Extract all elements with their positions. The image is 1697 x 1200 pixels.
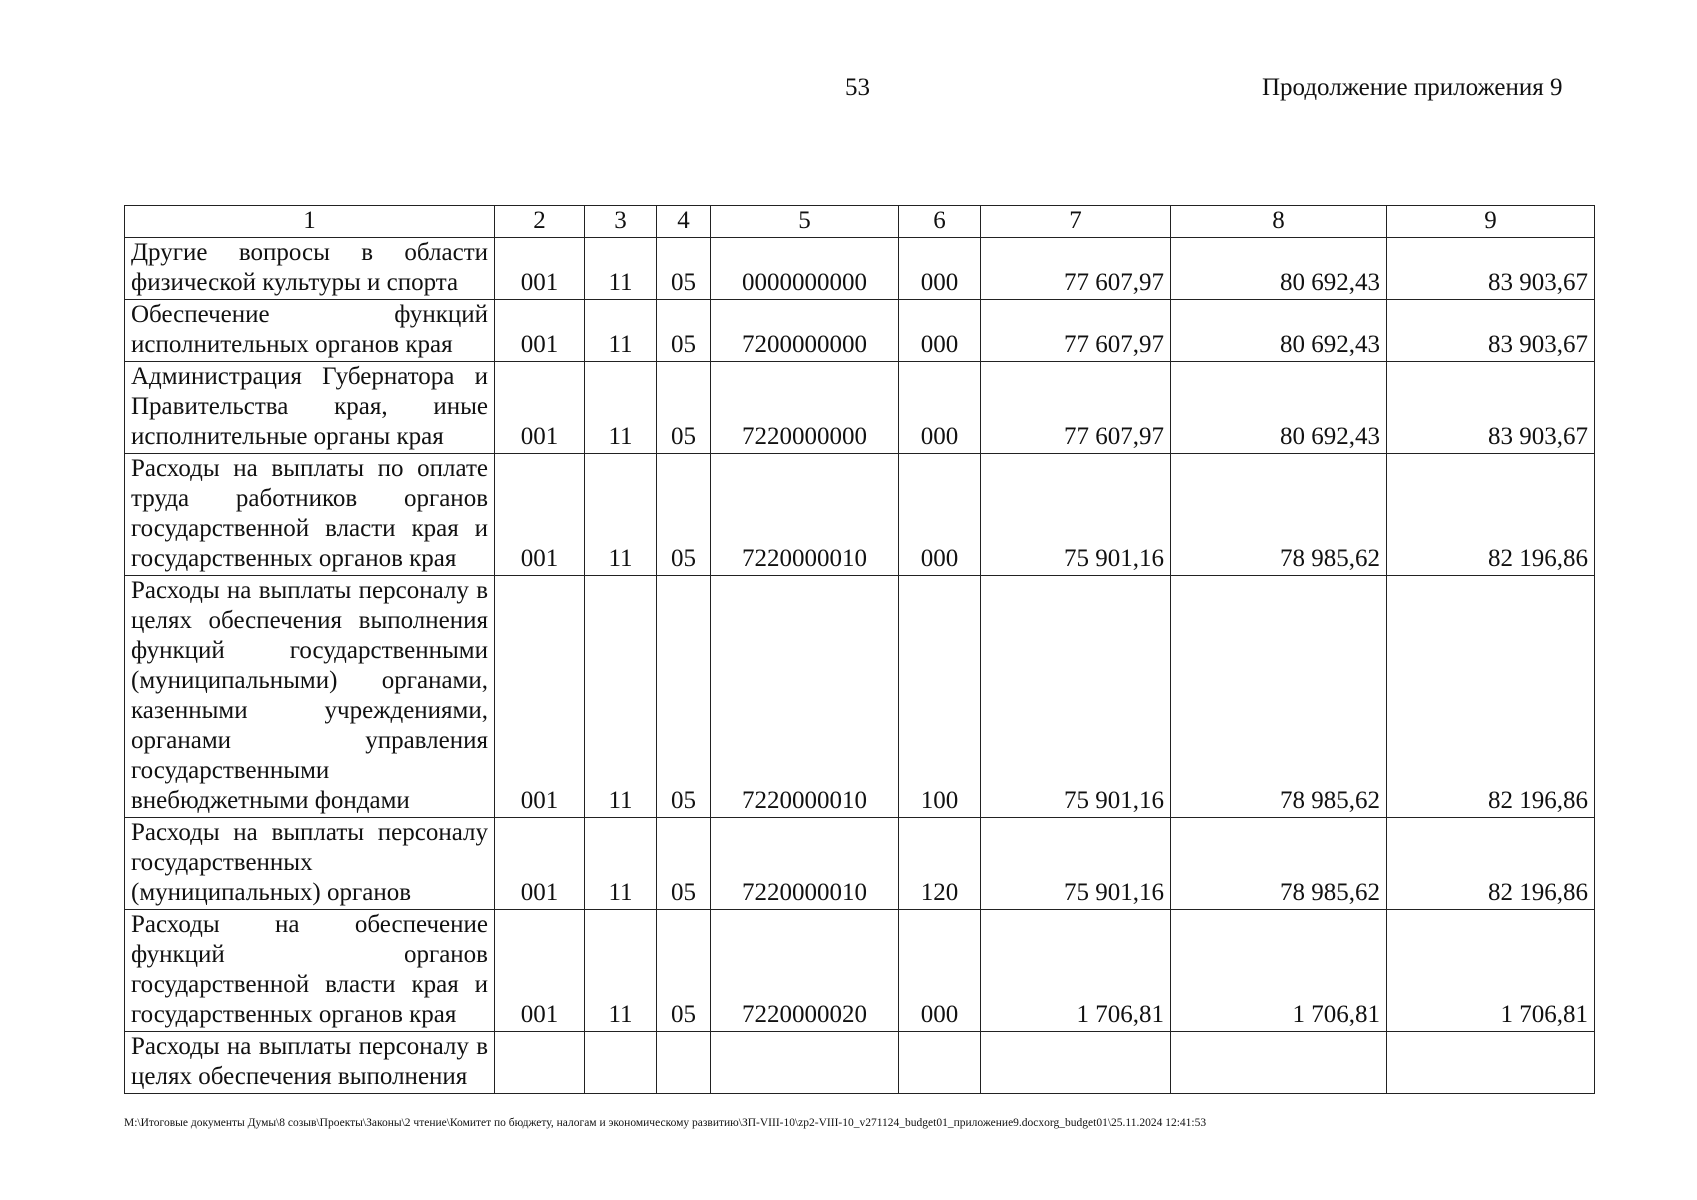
expense-name: Расходы на выплаты персоналу государственных (муниципальных) органов bbox=[125, 818, 495, 910]
target-article-code: 0000000000 bbox=[711, 238, 899, 300]
expense-type-code: 000 bbox=[899, 300, 981, 362]
target-article-code: 7220000010 bbox=[711, 454, 899, 576]
department-code: 001 bbox=[495, 910, 585, 1032]
department-code: 001 bbox=[495, 818, 585, 910]
table-row bbox=[125, 454, 1595, 576]
amount-col7: 77 607,97 bbox=[981, 362, 1171, 454]
column-header: 7 bbox=[981, 206, 1171, 238]
expense-name: Расходы на выплаты по оплате труда работников органов государственной власти края и государственных органов края bbox=[125, 454, 495, 576]
target-article-code bbox=[711, 1032, 899, 1094]
subsection-code: 05 bbox=[657, 910, 711, 1032]
amount-col8: 80 692,43 bbox=[1171, 362, 1387, 454]
amount-col9: 83 903,67 bbox=[1387, 362, 1595, 454]
expense-type-code: 000 bbox=[899, 454, 981, 576]
amount-col8: 1 706,81 bbox=[1171, 910, 1387, 1032]
amount-col9: 82 196,86 bbox=[1387, 576, 1595, 818]
amount-col8: 78 985,62 bbox=[1171, 818, 1387, 910]
target-article-code: 7200000000 bbox=[711, 300, 899, 362]
column-header: 2 bbox=[495, 206, 585, 238]
subsection-code: 05 bbox=[657, 362, 711, 454]
expense-type-code bbox=[899, 1032, 981, 1094]
page-number: 53 bbox=[845, 74, 870, 101]
expense-type-code: 000 bbox=[899, 362, 981, 454]
amount-col7: 75 901,16 bbox=[981, 818, 1171, 910]
amount-col7: 75 901,16 bbox=[981, 576, 1171, 818]
table-row bbox=[125, 910, 1595, 1032]
target-article-code: 7220000020 bbox=[711, 910, 899, 1032]
section-code bbox=[585, 1032, 657, 1094]
column-header: 8 bbox=[1171, 206, 1387, 238]
amount-col8: 78 985,62 bbox=[1171, 454, 1387, 576]
table-header-row bbox=[125, 206, 1595, 238]
expense-name: Расходы на выплаты персоналу в целях обеспечения выполнения функций государственными (муниципальными) органами, казенными учреждениями, органами управления государственными внебюджетными фондами bbox=[125, 576, 495, 818]
amount-col7: 75 901,16 bbox=[981, 454, 1171, 576]
expense-type-code: 000 bbox=[899, 910, 981, 1032]
budget-table bbox=[124, 205, 1595, 1094]
expense-name: Другие вопросы в области физической культуры и спорта bbox=[125, 238, 495, 300]
amount-col8: 78 985,62 bbox=[1171, 576, 1387, 818]
subsection-code bbox=[657, 1032, 711, 1094]
table-row bbox=[125, 576, 1595, 818]
subsection-code: 05 bbox=[657, 818, 711, 910]
department-code: 001 bbox=[495, 238, 585, 300]
amount-col9: 82 196,86 bbox=[1387, 818, 1595, 910]
department-code: 001 bbox=[495, 300, 585, 362]
continuation-label: Продолжение приложения 9 bbox=[1262, 74, 1563, 101]
subsection-code: 05 bbox=[657, 300, 711, 362]
column-header: 3 bbox=[585, 206, 657, 238]
section-code: 11 bbox=[585, 362, 657, 454]
column-header: 6 bbox=[899, 206, 981, 238]
expense-name: Администрация Губернатора и Правительства края, иные исполнительные органы края bbox=[125, 362, 495, 454]
section-code: 11 bbox=[585, 576, 657, 818]
amount-col8: 80 692,43 bbox=[1171, 238, 1387, 300]
table-row bbox=[125, 238, 1595, 300]
target-article-code: 7220000000 bbox=[711, 362, 899, 454]
amount-col9: 83 903,67 bbox=[1387, 300, 1595, 362]
section-code: 11 bbox=[585, 300, 657, 362]
section-code: 11 bbox=[585, 818, 657, 910]
section-code: 11 bbox=[585, 910, 657, 1032]
department-code bbox=[495, 1032, 585, 1094]
table-row bbox=[125, 1032, 1595, 1094]
target-article-code: 7220000010 bbox=[711, 576, 899, 818]
amount-col9: 83 903,67 bbox=[1387, 238, 1595, 300]
amount-col7: 77 607,97 bbox=[981, 238, 1171, 300]
target-article-code: 7220000010 bbox=[711, 818, 899, 910]
amount-col9 bbox=[1387, 1032, 1595, 1094]
amount-col8 bbox=[1171, 1032, 1387, 1094]
column-header: 5 bbox=[711, 206, 899, 238]
expense-type-code: 120 bbox=[899, 818, 981, 910]
section-code: 11 bbox=[585, 238, 657, 300]
expense-type-code: 000 bbox=[899, 238, 981, 300]
subsection-code: 05 bbox=[657, 576, 711, 818]
table-row bbox=[125, 818, 1595, 910]
column-header: 4 bbox=[657, 206, 711, 238]
section-code: 11 bbox=[585, 454, 657, 576]
department-code: 001 bbox=[495, 362, 585, 454]
amount-col9: 1 706,81 bbox=[1387, 910, 1595, 1032]
column-header: 9 bbox=[1387, 206, 1595, 238]
amount-col8: 80 692,43 bbox=[1171, 300, 1387, 362]
file-path-footer: M:\Итоговые документы Думы\8 созыв\Проекты\Законы\2 чтение\Комитет по бюджету, налогам и экономическому развитию\ЗП-VIII-10\zp2-VIII-10_v271124_budget01_приложение9.docxorg_budget01\25.11.2024 12:41:53 bbox=[124, 1117, 1207, 1129]
amount-col7 bbox=[981, 1032, 1171, 1094]
amount-col7: 77 607,97 bbox=[981, 300, 1171, 362]
table-row bbox=[125, 362, 1595, 454]
expense-name: Расходы на обеспечение функций органов государственной власти края и государственных органов края bbox=[125, 910, 495, 1032]
amount-col7: 1 706,81 bbox=[981, 910, 1171, 1032]
department-code: 001 bbox=[495, 454, 585, 576]
expense-name: Обеспечение функций исполнительных органов края bbox=[125, 300, 495, 362]
expense-type-code: 100 bbox=[899, 576, 981, 818]
subsection-code: 05 bbox=[657, 238, 711, 300]
subsection-code: 05 bbox=[657, 454, 711, 576]
amount-col9: 82 196,86 bbox=[1387, 454, 1595, 576]
expense-name: Расходы на выплаты персоналу в целях обеспечения выполнения bbox=[125, 1032, 495, 1094]
table-row bbox=[125, 300, 1595, 362]
column-header: 1 bbox=[125, 206, 495, 238]
department-code: 001 bbox=[495, 576, 585, 818]
